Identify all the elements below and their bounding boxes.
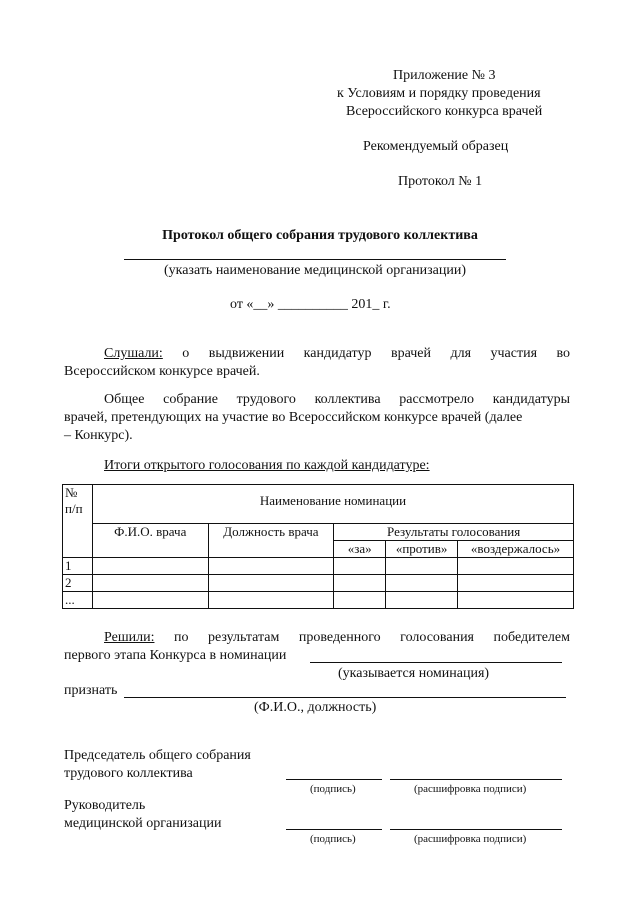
- chair-line-1: Председатель общего собрания: [64, 748, 251, 763]
- head-transcript-hint: (расшифровка подписи): [414, 833, 527, 845]
- position-header: Должность врача: [208, 524, 334, 558]
- table-row: [63, 575, 574, 592]
- nomination-hint: (указывается номинация): [338, 666, 490, 681]
- heard-line-2: Всероссийском конкурсе врачей.: [64, 364, 260, 379]
- decided-line-2: первого этапа Конкурса в номинации: [64, 648, 287, 663]
- decided-text: по результатам проведенного голосования победителем: [174, 630, 570, 645]
- chair-transcript-hint: (расшифровка подписи): [414, 783, 527, 795]
- head-line-2: медицинской организации: [64, 816, 222, 831]
- conditions-label: к Условиям и порядку проведения: [337, 86, 541, 101]
- chair-signature-hint: (подпись): [310, 783, 356, 795]
- head-signature-line: [286, 829, 382, 830]
- decided-label: Решили:: [104, 630, 155, 645]
- num-header: [63, 485, 93, 558]
- num-header-2: п/п: [65, 501, 83, 516]
- head-line-1: Руководитель: [64, 798, 146, 813]
- votes-table: [62, 484, 574, 609]
- paragraph-line-3: – Конкурс).: [64, 428, 133, 443]
- table-row: [63, 558, 574, 575]
- fio-header: Ф.И.О. врача: [92, 524, 208, 558]
- fio-position-hint: (Ф.И.О., должность): [254, 700, 377, 715]
- row-number: ...: [63, 592, 93, 609]
- votes-abstain-header: «воздержалось»: [458, 541, 574, 558]
- paragraph-line-1: Общее собрание трудового коллектива рассмотрело кандидатуры: [104, 392, 570, 407]
- nomination-line: [310, 662, 562, 663]
- table-subheader-row: [63, 524, 574, 541]
- date-line: от «__» __________ 201_ г.: [230, 297, 391, 312]
- chair-line-2: трудового коллектива: [64, 766, 193, 781]
- num-header-1: №: [65, 485, 78, 500]
- contest-label: Всероссийского конкурса врачей: [346, 104, 543, 119]
- recognize-label: признать: [64, 683, 118, 698]
- results-heading: Итоги открытого голосования по каждой кандидатуре:: [104, 458, 430, 473]
- nomination-header: Наименование номинации: [92, 485, 573, 524]
- row-number: 2: [63, 575, 93, 592]
- chair-signature-line: [286, 779, 382, 780]
- heard-label: Слушали:: [104, 346, 163, 361]
- page-title: Протокол общего собрания трудового коллектива: [162, 228, 478, 243]
- results-header: Результаты голосования: [334, 524, 574, 541]
- head-signature-hint: (подпись): [310, 833, 356, 845]
- recommended-sample-label: Рекомендуемый образец: [363, 139, 509, 154]
- decided-line-1: [104, 630, 570, 646]
- chair-transcript-line: [390, 779, 562, 780]
- votes-for-header: «за»: [334, 541, 386, 558]
- org-name-hint: (указать наименование медицинской организации): [163, 263, 467, 278]
- row-number: 1: [63, 558, 93, 575]
- votes-against-header: «против»: [386, 541, 458, 558]
- head-transcript-line: [390, 829, 562, 830]
- table-header-row: [63, 485, 574, 524]
- paragraph-line-2: врачей, претендующих на участие во Всероссийском конкурсе врачей (далее: [64, 410, 523, 425]
- heard-text: о выдвижении кандидатур врачей для участия во: [182, 346, 570, 361]
- protocol-number: Протокол № 1: [398, 174, 483, 189]
- recognize-line: [124, 697, 566, 698]
- org-name-line: [124, 259, 506, 260]
- appendix-label: Приложение № 3: [393, 68, 496, 83]
- heard-line-1: [104, 346, 570, 362]
- table-row: [63, 592, 574, 609]
